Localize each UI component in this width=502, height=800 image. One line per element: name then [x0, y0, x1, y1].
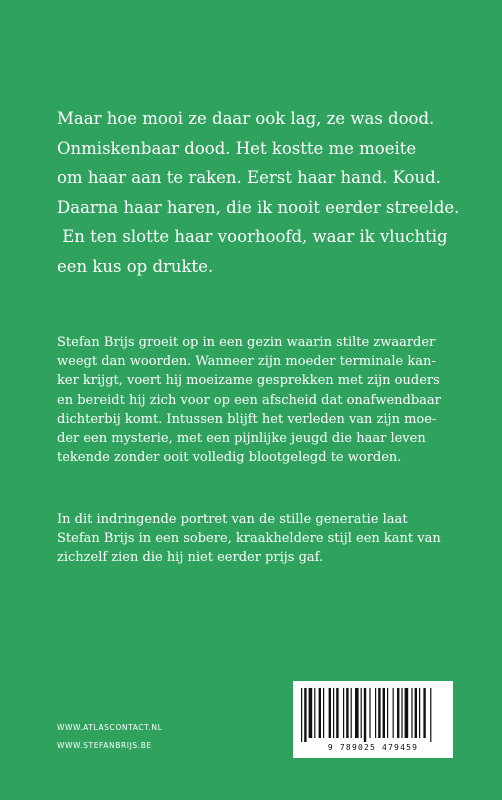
blurb-paragraph-2 — [57, 510, 465, 568]
barcode-bar — [397, 688, 399, 738]
blurb-line: weegt dan woorden. Wanneer zijn moeder terminale kan- — [57, 354, 436, 370]
barcode-bar — [378, 688, 380, 738]
quote-line: om haar aan te raken. Eerst haar hand. Koud. — [57, 168, 441, 187]
barcode-bar — [314, 688, 315, 738]
blurb-line: zichzelf zien die hij niet eerder prijs gaf. — [57, 550, 324, 566]
barcode-bar — [405, 688, 409, 738]
excerpt-quote — [57, 104, 477, 281]
barcode-bar — [361, 688, 362, 738]
barcode-bar — [319, 688, 321, 738]
blurb-line: der een mysterie, met een pijnlijke jeugd die haar leven — [57, 431, 426, 447]
blurb-line: dichterbij komt. Intussen blijft het verleden van zijn moe- — [57, 411, 437, 427]
barcode-bar — [336, 688, 338, 738]
barcode-bar — [333, 688, 334, 738]
barcode-bar — [383, 688, 385, 738]
quote-line: Daarna haar haren, die ik nooit eerder streelde. — [57, 197, 460, 217]
blurb-paragraph-1 — [57, 333, 465, 467]
isbn-barcode — [293, 681, 453, 758]
barcode-bar — [430, 688, 431, 742]
publisher-urls — [57, 719, 162, 755]
barcode-bar — [387, 688, 388, 738]
barcode-bar — [375, 688, 376, 738]
barcode-bar — [401, 688, 402, 738]
quote-line: Onmiskenbaar dood. Het kostte me moeite — [57, 138, 417, 158]
blurb-line: en bereidt hij zich voor op een afscheid dat onafwendbaar — [57, 392, 441, 408]
isbn-number: 9 789025 479459 — [327, 743, 419, 752]
barcode-bar — [369, 688, 370, 738]
blurb-line: Stefan Brijs in een sobere, kraakheldere stijl een kant van — [57, 531, 441, 547]
blurb-line: tekende zonder ooit volledig blootgelegd te worden. — [57, 450, 402, 466]
barcode-bar — [423, 688, 425, 738]
barcode-bar — [309, 688, 313, 738]
barcode-bar — [329, 688, 331, 738]
author-url-link[interactable]: WWW.STEFANBRIJS.BE — [57, 741, 152, 750]
barcode-bar — [346, 688, 348, 738]
quote-line: Maar hoe mooi ze daar ook lag, ze was dood. — [57, 109, 435, 128]
blurb-line: ker krijgt, voert hij moeizame gesprekken met zijn ouders — [57, 373, 440, 389]
barcode-bar — [343, 688, 344, 738]
barcode-bar — [364, 688, 366, 742]
barcode-bar — [301, 688, 302, 742]
barcode-bar — [393, 688, 394, 738]
quote-line: En ten slotte haar voorhoofd, waar ik vluchtig — [57, 227, 448, 246]
barcode-bar — [411, 688, 412, 738]
barcode-bar — [415, 688, 417, 738]
barcode-bars — [301, 688, 445, 742]
barcode-bar — [304, 688, 306, 742]
blurb-line: In dit indringende portret van de stille generatie laat — [57, 512, 408, 527]
barcode-bar — [323, 688, 324, 738]
barcode-bar — [351, 688, 352, 738]
barcode-bar — [419, 688, 420, 738]
blurb-line: Stefan Brijs groeit op in een gezin waarin stilte zwaarder — [57, 335, 436, 350]
quote-line: een kus op drukte. — [57, 256, 214, 276]
barcode-bar — [355, 688, 359, 738]
publisher-url-link[interactable]: WWW.ATLASCONTACT.NL — [57, 723, 163, 732]
